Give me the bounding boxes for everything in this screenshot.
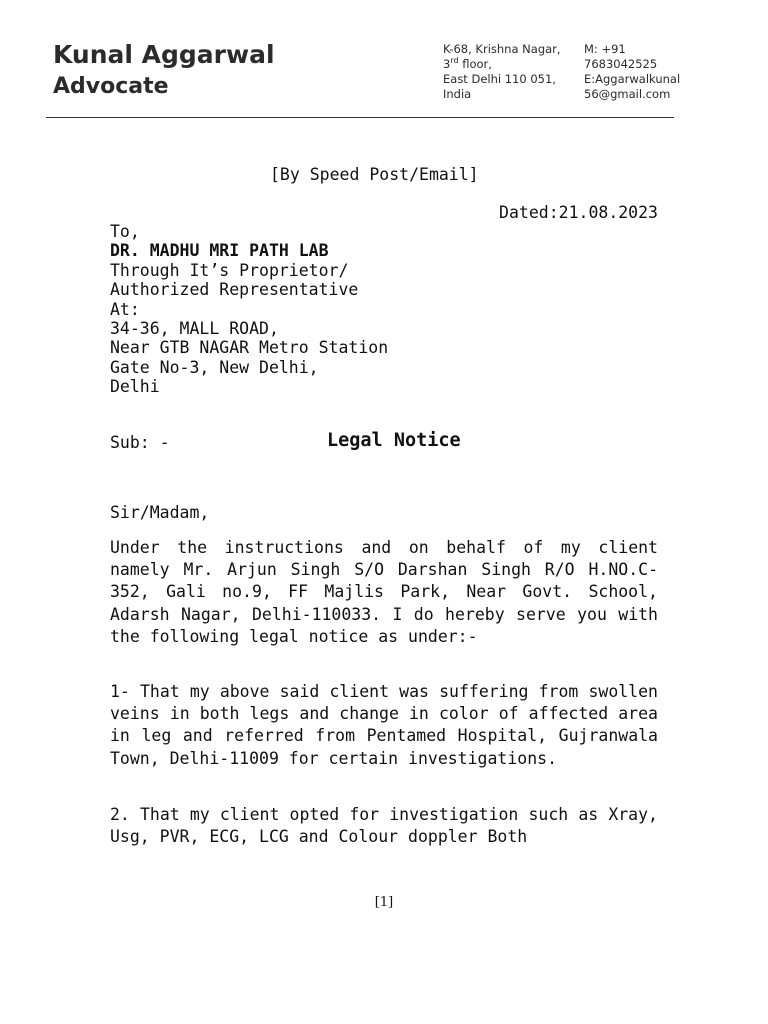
mobile-label: M: +91 — [584, 42, 626, 56]
salutation: Sir/Madam, — [110, 503, 210, 522]
page-number: [1] — [374, 895, 394, 910]
body-paragraph: Under the instructions and on behalf of my client namely Mr. Arjun Singh S/O Darshan Singh R/O H.NO.C-352, Gali no.9, FF Majlis Park, Near Govt. School, Adarsh Nagar, Delhi-110033. I do hereby serve you with the following legal notice as under:- — [110, 538, 658, 646]
letter-date: Dated:21.08.2023 — [499, 203, 658, 222]
recipient-line: At: — [110, 299, 140, 319]
recipient-line: Gate No-3, New Delhi, — [110, 357, 319, 377]
address-line: India — [443, 87, 472, 101]
address-line: K-68, Krishna Nagar, — [443, 42, 561, 56]
address-line: 3rd floor, — [443, 56, 492, 71]
body-paragraph: 1- That my above said client was suffering from swollen veins in both legs and change in color of affected area in leg and referred from Pentamed Hospital, Gujranwala Town, Delhi-11009 for certain investigations. — [110, 682, 658, 768]
contact-details — [584, 42, 680, 102]
recipient-line: Through It’s Proprietor/ — [110, 260, 349, 280]
recipient-line: Near GTB NAGAR Metro Station — [110, 338, 389, 358]
subject-label: Sub: - — [110, 433, 170, 452]
recipient-block — [110, 222, 388, 397]
subject-title: Legal Notice — [327, 430, 461, 451]
email-label: E:Aggarwalkunal — [584, 72, 681, 86]
advocate-title: Advocate — [53, 74, 169, 99]
to-label: To, — [110, 222, 140, 241]
recipient-line: 34-36, MALL ROAD, — [110, 319, 279, 339]
office-address — [443, 42, 561, 102]
letterhead-divider — [46, 117, 674, 118]
email-address: 56@gmail.com — [584, 87, 671, 101]
body-paragraph: 2. That my client opted for investigation such as Xray, Usg, PVR, ECG, LCG and Colour doppler Both — [110, 805, 658, 847]
advocate-name: Kunal Aggarwal — [53, 40, 275, 69]
delivery-mode: [By Speed Post/Email] — [270, 165, 479, 184]
address-line: East Delhi 110 051, — [443, 72, 556, 86]
mobile-number: 7683042525 — [584, 57, 658, 71]
recipient-line: Authorized Representative — [110, 280, 359, 300]
recipient-line: Delhi — [110, 377, 160, 397]
recipient-name: DR. MADHU MRI PATH LAB — [110, 241, 329, 261]
